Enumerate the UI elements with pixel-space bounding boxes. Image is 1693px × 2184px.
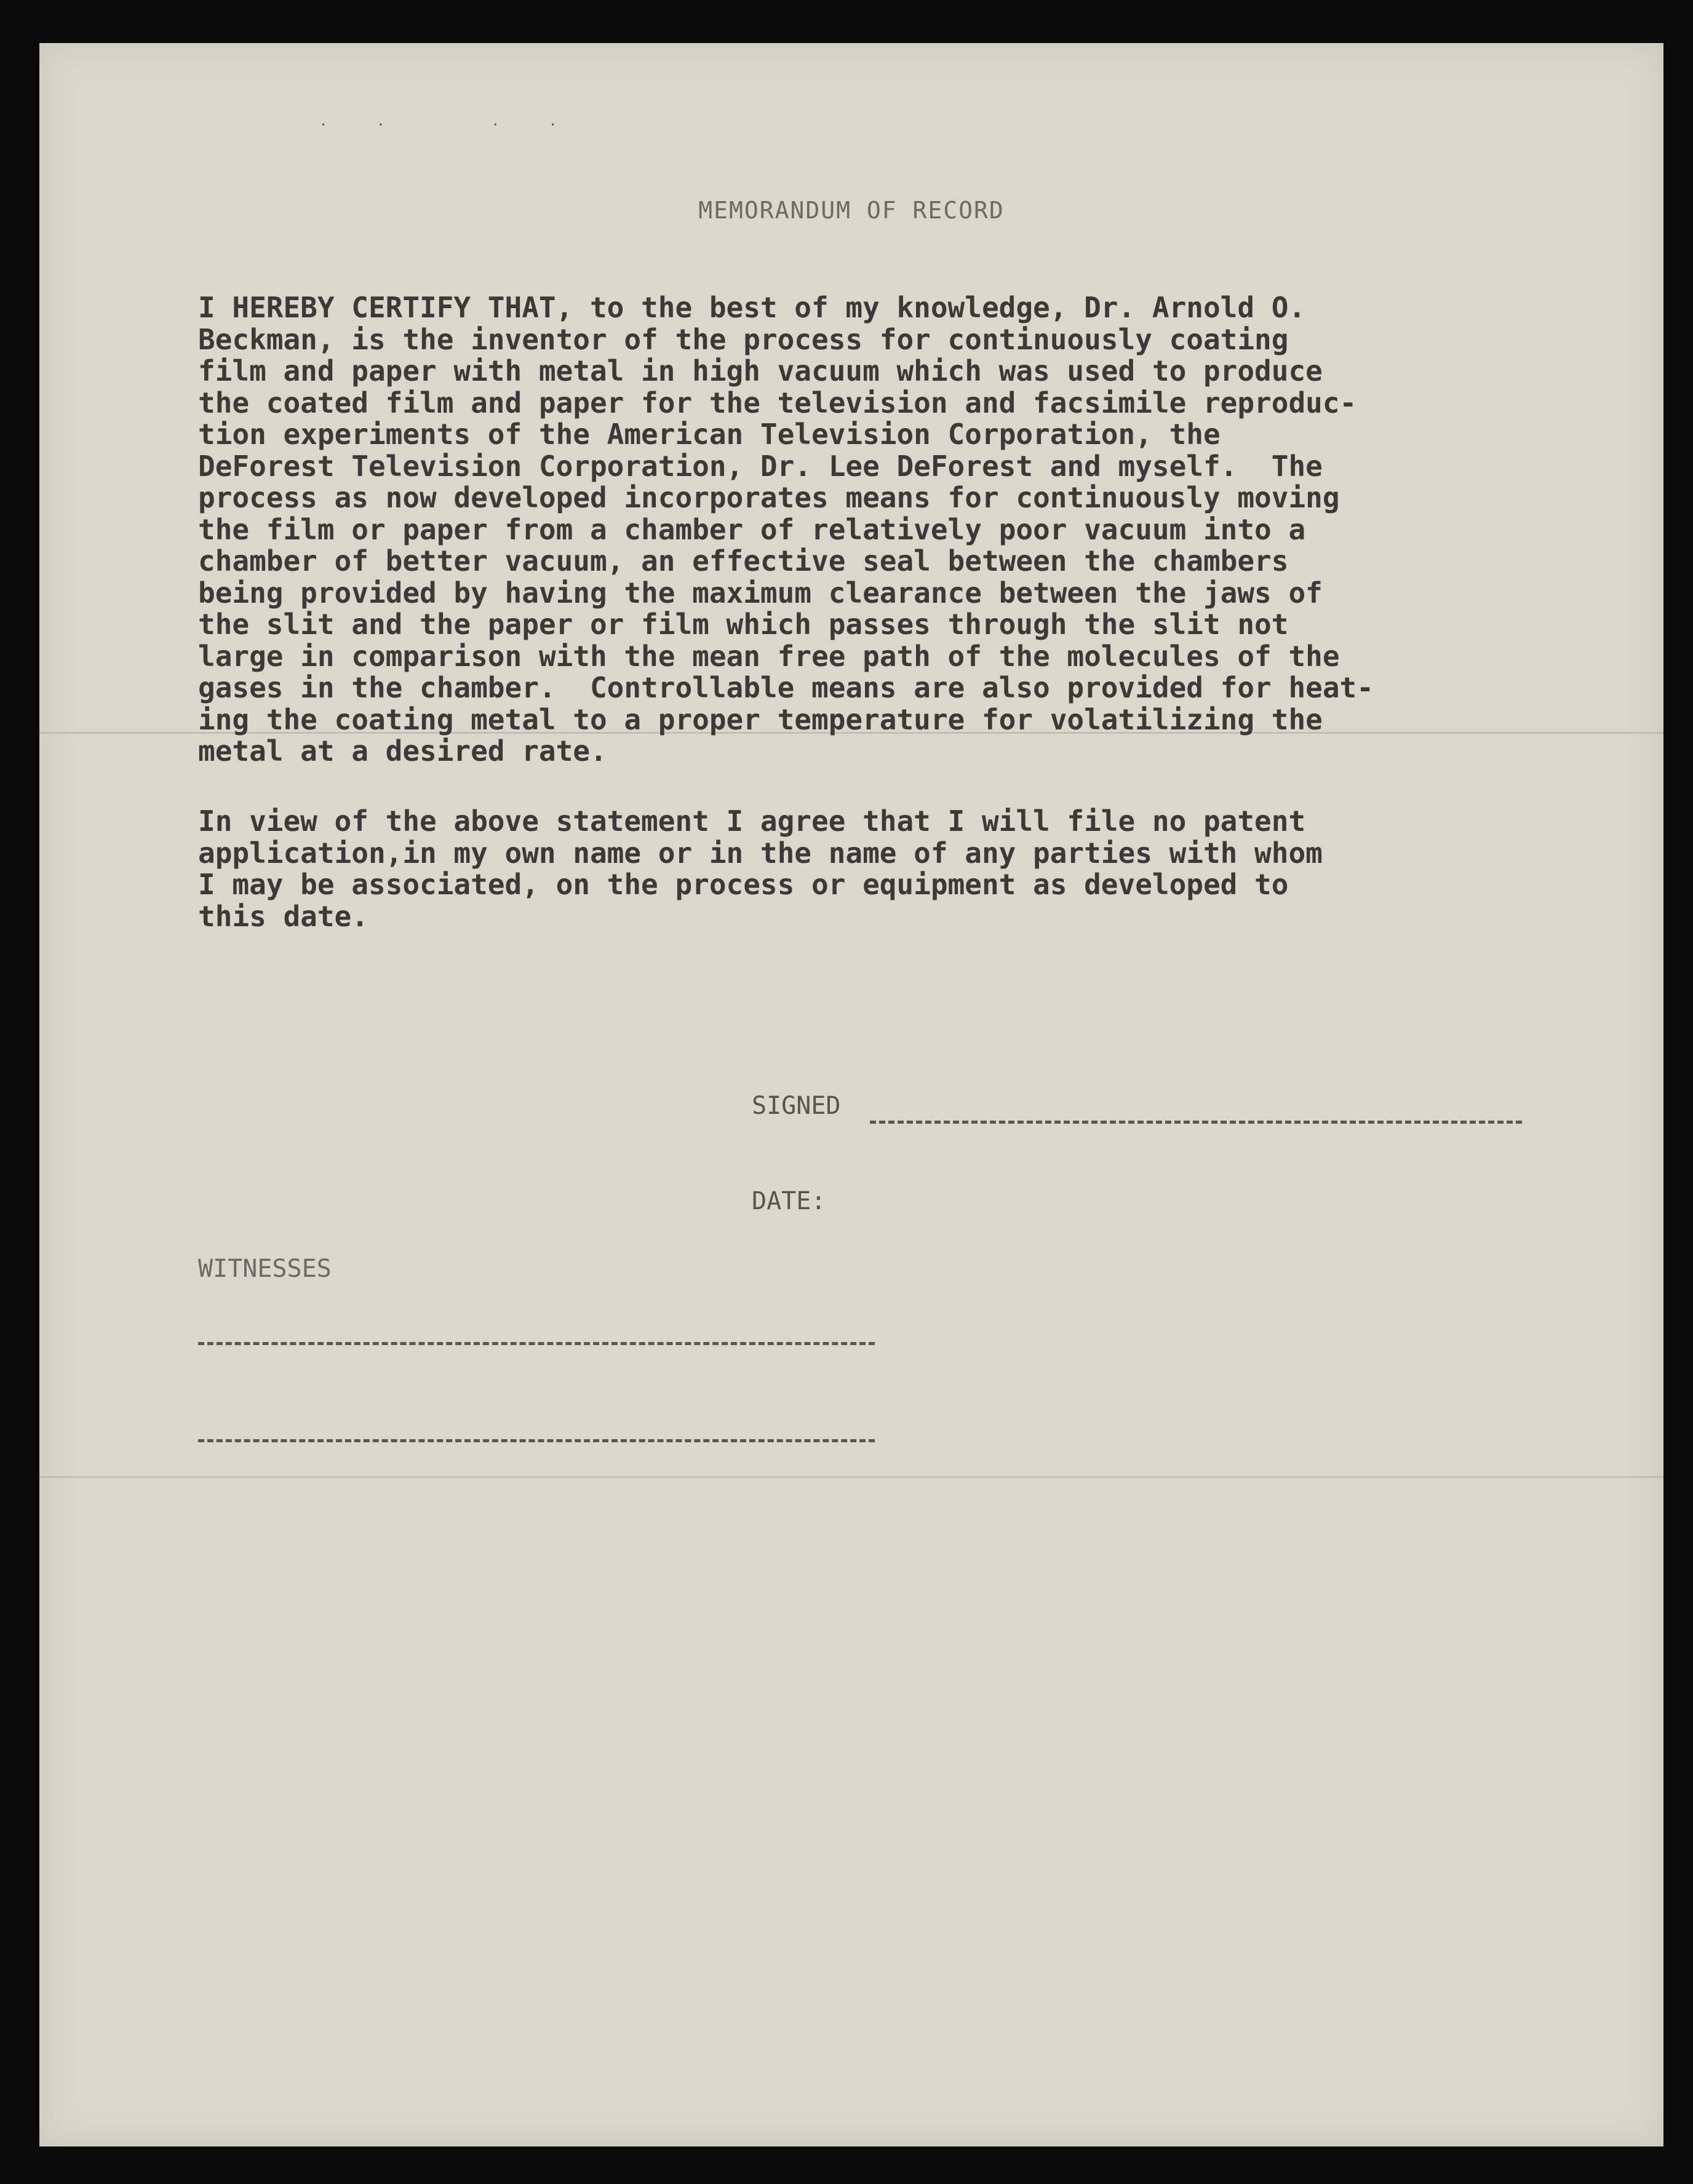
witness-signature-line: [198, 1439, 875, 1442]
signed-label: SIGNED: [752, 1092, 841, 1120]
witness-signature-line: [198, 1342, 875, 1345]
signature-line: [870, 1121, 1522, 1124]
certification-paragraph: I HEREBY CERTIFY THAT, to the best of my knowledge, Dr. Arnold O. Beckman, is the inventor of the process for continuously coating film and paper with metal in high vacuum which was used to produce the coated film and paper for the television and facsimile reproduc- tion experiments of the American Television Corporation, the DeForest Television Corporation, Dr. Lee DeForest and myself. The process as now developed incorporates means for continuously moving the film or paper from a chamber of relatively poor vacuum into a chamber of better vacuum, an effective seal between the chambers being provided by having the maximum clearance between the jaws of the slit and the paper or film which passes through the slit not large in comparison with the mean free path of the molecules of the gases in the chamber. Controllable means are also provided for heat- ing the coating metal to a proper temperature for volatilizing the metal at a desired rate.: [198, 291, 1374, 768]
witnesses-label: WITNESSES: [198, 1255, 332, 1283]
date-label: DATE:: [752, 1187, 826, 1215]
paper-sheet: [39, 43, 1663, 2146]
fold-crease: [39, 1476, 1663, 1478]
document-title: MEMORANDUM OF RECORD: [698, 197, 1005, 224]
stray-marks: .. ..: [319, 114, 607, 129]
agreement-paragraph: In view of the above statement I agree that I will file no patent application,in my own name or in the name of any parties with whom I may be associated, on the process or equipment as developed to this date.: [198, 804, 1323, 933]
